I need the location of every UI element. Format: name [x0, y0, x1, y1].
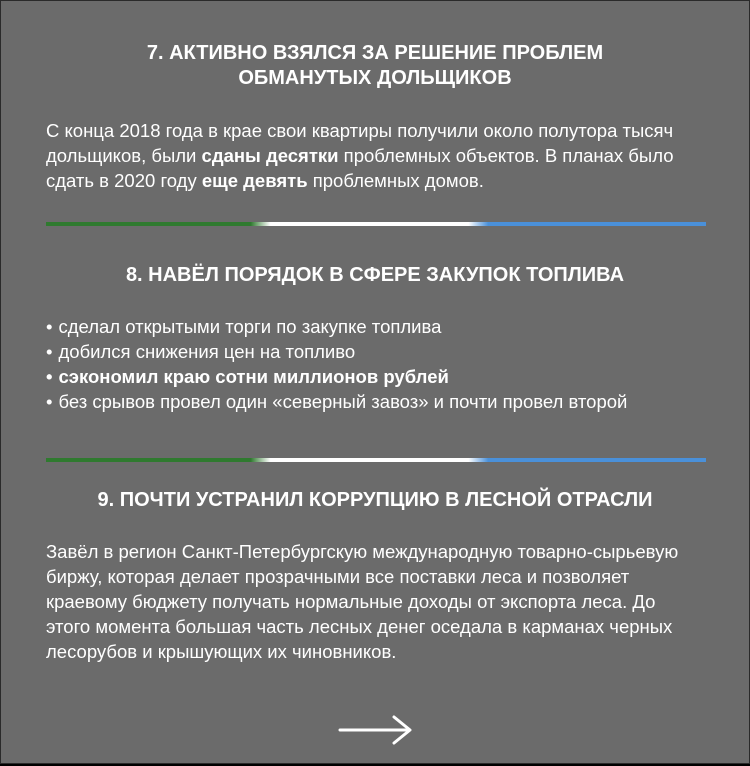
section-9-paragraph: Завёл в регион Санкт-Петербургскую международную товарно-сырьевую биржу, которая делает прозрачными все поставки леса и позволяет краевому бюджету получать нормальные доходы от экспорта леса. До этого момента большая часть лесных денег оседала в карманах черных лесорубов и крышующих их чиновников.	[46, 541, 679, 662]
section-7-paragraph	[46, 118, 711, 193]
section-7-text-a: С конца 2018 года в крае свои квартиры получили около полутора тысяч дольщиков, были	[46, 120, 674, 166]
section-8-list	[46, 314, 726, 414]
tricolor-divider	[46, 458, 706, 462]
section-7-title-line1: 7. АКТИВНО ВЗЯЛСЯ ЗА РЕШЕНИЕ ПРОБЛЕМ	[146, 42, 604, 64]
section-7-text-c: проблемных домов.	[307, 170, 484, 191]
section-7-bold-2: еще девять	[201, 170, 308, 191]
section-7-title-line2: ОБМАНУТЫХ ДОЛЬЩИКОВ	[238, 67, 512, 89]
tricolor-divider	[46, 222, 706, 226]
bullet-icon: •	[46, 341, 53, 362]
arrow-right-icon[interactable]	[338, 713, 414, 747]
section-8-title: 8. НАВЁЛ ПОРЯДОК В СФЕРЕ ЗАКУПОК ТОПЛИВА	[125, 264, 625, 286]
bullet-icon: •	[46, 316, 53, 337]
bullet-icon: •	[46, 391, 53, 412]
section-7-text-b: проблемных объектов. В планах было сдать в 2020 году	[46, 145, 674, 191]
list-item: • без срывов провел один «северный завоз» и почти провел второй	[46, 391, 628, 412]
list-item: • добился снижения цен на топливо	[46, 341, 356, 362]
bullet-icon: •	[46, 366, 53, 387]
section-7-bold-1: сданы десятки	[201, 145, 339, 166]
section-7-title	[1, 41, 749, 91]
section-9-title: 9. ПОЧТИ УСТРАНИЛ КОРРУПЦИЮ В ЛЕСНОЙ ОТРАСЛИ	[97, 489, 653, 511]
list-item: • сделал открытыми торги по закупке топлива	[46, 316, 442, 337]
list-item: • сэкономил краю сотни миллионов рублей	[46, 366, 449, 387]
